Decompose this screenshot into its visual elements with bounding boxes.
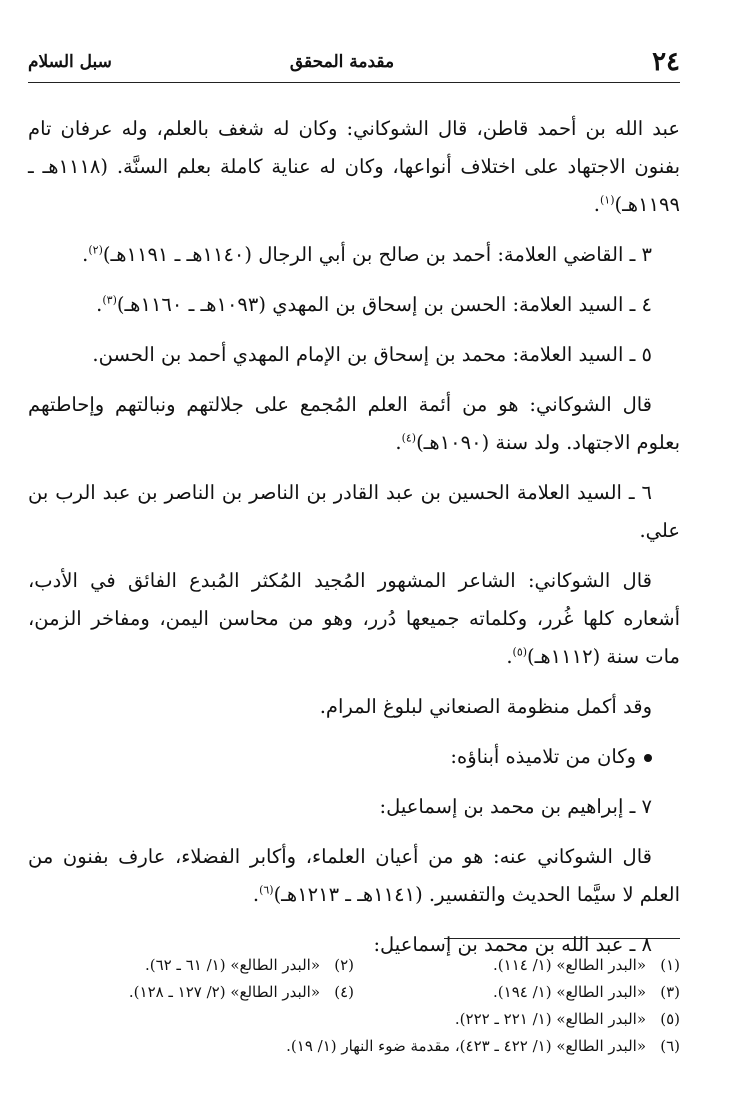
footnote-ref-5: (٥) [512, 645, 528, 659]
book-title: سبل السلام [28, 52, 112, 72]
page-header [28, 44, 680, 80]
section-title: مقدمة المحقق [289, 52, 395, 72]
footnote-ref-3: (٣) [102, 293, 117, 307]
footnote-ref-2: (٢) [88, 243, 103, 257]
paragraph-8: وقد أكمل منظومة الصنعاني لبلوغ المرام. [319, 695, 652, 718]
footnote-ref-4: (٤) [401, 431, 417, 445]
paragraph-11: قال الشوكاني عنه: هو من أعيان العلماء، وأكابر الفضلاء، عارف بفنون من العلم لا سيَّما الحديث والتفسير. (١١٤١هـ ـ ١٢١٣هـ)$^{(٦)}$. [28, 845, 680, 906]
header-rule [28, 82, 680, 83]
paragraph-7: قال الشوكاني: الشاعر المشهور المُجيد المُكثر المُبدع الفائق في الأدب، أشعاره كلها غُرر، وكلماته جميعها دُرر، وهو من محاسن اليمن، ومفاخر الزمن، مات سنة (١١١٢هـ)$^{(٥)}$. [28, 569, 680, 668]
paragraph-6: ٦ ـ السيد العلامة الحسين بن عبد القادر بن الناصر بن الناصر بن عبد الرب بن علي. [28, 481, 680, 542]
footnote-5: (٥)«البدر الطالع» (١/ ٢٢١ ـ ٢٢٢). [454, 1010, 680, 1028]
paragraph-1: عبد الله بن أحمد قاطن، قال الشوكاني: وكان له شغف بالعلم، وله عرفان تام بفنون الاجتهاد على اختلاف أنواعها، وكان له عناية كاملة بعلم السنَّة. (١١١٨هـ ـ ١١٩٩هـ)$^{(١)}$. [28, 117, 680, 216]
footnote-1: (١)«البدر الطالع» (١/ ١١٤). [493, 956, 680, 974]
bullet-icon [644, 754, 652, 762]
footnote-rule [444, 938, 680, 939]
paragraph-9: وكان من تلاميذه أبناؤه: [28, 738, 680, 776]
footnote-row [28, 952, 680, 979]
paragraph-2: ٣ ـ القاضي العلامة: أحمد بن صالح بن أبي الرجال (١١٤٠هـ ـ ١١٩١هـ)$^{(٢)}$. [82, 243, 652, 266]
page-number: ٢٤ [652, 47, 680, 77]
footnote-4: (٤)«البدر الطالع» (٢/ ١٢٧ ـ ١٢٨). [128, 983, 354, 1001]
paragraph-4: ٥ ـ السيد العلامة: محمد بن إسحاق بن الإمام المهدي أحمد بن الحسن. [92, 343, 652, 366]
paragraph-3: ٤ ـ السيد العلامة: الحسن بن إسحاق بن المهدي (١٠٩٣هـ ـ ١١٦٠هـ)$^{(٣)}$. [96, 293, 652, 316]
footnote-2: (٢)«البدر الطالع» (١/ ٦١ ـ ٦٢). [145, 956, 354, 974]
paragraph-12: ٨ ـ عبد الله بن محمد بن إسماعيل: [373, 933, 652, 956]
footnote-row [28, 979, 680, 1006]
footnote-3: (٣)«البدر الطالع» (١/ ١٩٤). [493, 983, 680, 1001]
footnote-ref-6: (٦) [259, 883, 274, 897]
page-body [28, 110, 680, 976]
footnote-ref-1: (١) [599, 193, 615, 207]
paragraph-5: قال الشوكاني: هو من أئمة العلم المُجمع على جلالتهم ونبالتهم وإحاطتهم بعلوم الاجتهاد. ولد سنة (١٠٩٠هـ)$^{(٤)}$. [28, 393, 680, 454]
footnotes [28, 952, 680, 1060]
paragraph-10: ٧ ـ إبراهيم بن محمد بن إسماعيل: [379, 795, 652, 818]
footnote-6: (٦)«البدر الطالع» (١/ ٤٢٢ ـ ٤٢٣)، مقدمة ضوء النهار (١/ ١٩). [286, 1037, 680, 1055]
